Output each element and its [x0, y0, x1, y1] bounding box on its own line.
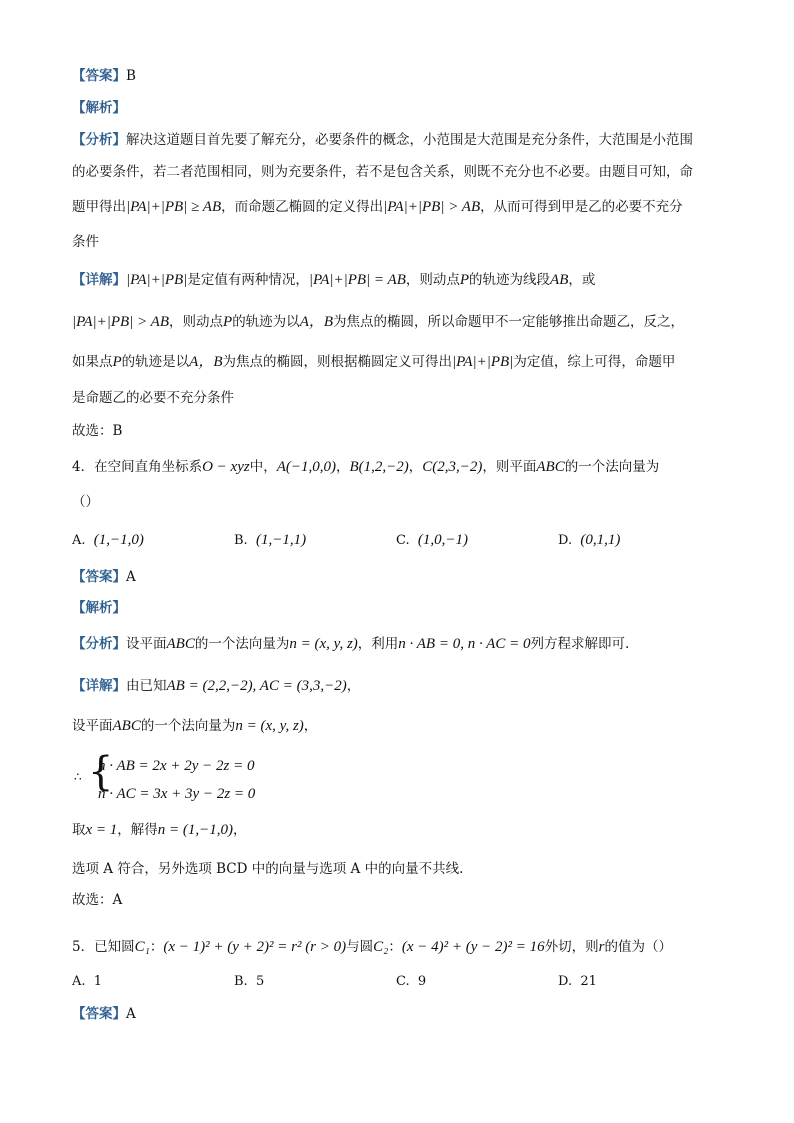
math: C₂: [373, 939, 389, 955]
text: 的必要条件，若二者范围相同，则为充要条件，若不是包含关系，则既不充分也不必要。由题目可知，命: [72, 164, 693, 180]
math: ABC: [536, 459, 565, 475]
math: |PA|+|PB| ≥ AB: [126, 199, 222, 215]
q3-fenxi-line-1: [72, 130, 693, 150]
text: 为焦点的椭圆，所以命题甲不一定能够推出命题乙，反之，: [333, 314, 685, 330]
text: 的一个法向量为: [564, 459, 660, 475]
option-value: 9: [417, 974, 427, 989]
text: ，: [233, 822, 247, 838]
math: |PA|+|PB| > AB: [383, 199, 481, 215]
text: 的轨迹为以: [232, 314, 300, 330]
option-value: (1,0,−1): [417, 532, 469, 548]
q4-answer-line: [72, 567, 136, 587]
q5-option-a[interactable]: [72, 972, 102, 992]
text: 选项 A 符合，另外选项 BCD 中的向量与选项 A 中的向量不共线.: [72, 861, 464, 877]
text: 是定值有两种情况，: [187, 272, 309, 288]
math: C₁: [134, 939, 150, 955]
text: 的轨迹是以: [121, 354, 190, 370]
q3-jiexi-line: [72, 98, 126, 118]
q3-fenxi-line-3: [72, 197, 683, 217]
q3-fenxi-line-4: [72, 232, 99, 252]
q3-xiangjie-line-1: [72, 270, 595, 290]
option-value: 21: [580, 974, 597, 989]
text: 的值为（）: [604, 939, 672, 955]
text: 中，: [249, 459, 277, 475]
q3-choose: [72, 421, 122, 441]
math: AB: [550, 272, 569, 288]
jiexi-tag: 【解析】: [72, 600, 126, 616]
math: n · AB = 0, n · AC = 0: [398, 636, 531, 652]
text: ：: [388, 939, 402, 955]
text: ，: [303, 718, 318, 734]
math: |PA|+|PB|: [452, 354, 514, 370]
text: 如果点: [72, 354, 113, 370]
math: A(−1,0,0): [276, 459, 336, 475]
answer-tag: 【答案】: [72, 1006, 126, 1022]
fenxi-tag: 【分析】: [72, 132, 126, 148]
text: 的一个法向量为: [194, 636, 290, 652]
text: 设平面: [126, 636, 167, 652]
option-label: D.: [558, 974, 573, 989]
q4-note-line: [72, 859, 463, 879]
jiexi-tag: 【解析】: [72, 100, 126, 116]
math: x = 1: [85, 822, 118, 838]
q4-xiangjie-line-1: [72, 676, 360, 696]
text: 条件: [72, 234, 99, 250]
text: ，从而可得到甲是乙的必要不充分: [480, 199, 683, 215]
text: 设平面: [72, 718, 113, 734]
equation-2: n · AC = 3x + 3y − 2z = 0: [98, 786, 256, 802]
answer-value: B: [126, 68, 136, 84]
fenxi-tag: 【分析】: [72, 636, 126, 652]
text: 题甲得出: [72, 199, 126, 215]
option-label: A.: [72, 974, 86, 989]
q5-option-d[interactable]: [558, 972, 597, 992]
math: (x − 4)² + (y − 2)² = 16: [401, 939, 545, 955]
option-value: 1: [93, 974, 103, 989]
math: P: [223, 314, 233, 330]
q4-option-b[interactable]: [234, 530, 306, 551]
text: 与圆: [346, 939, 374, 955]
q4-xiangjie-line-2: [72, 716, 317, 736]
text: ，则平面: [482, 459, 537, 475]
math: B(1,2,−2): [349, 459, 409, 475]
text: ，或: [568, 272, 596, 288]
q3-xiangjie-line-2: [72, 312, 684, 332]
option-value: (0,1,1): [580, 532, 621, 548]
xiangjie-tag: 【详解】: [72, 678, 126, 694]
text: 为定值，综上可得，命题甲: [513, 354, 676, 370]
option-label: B.: [234, 974, 248, 989]
option-label: D.: [558, 533, 573, 548]
math: P: [112, 354, 122, 370]
text: 的轨迹为线段: [469, 272, 551, 288]
q4-fenxi-line: [72, 634, 629, 654]
math: A，B: [299, 314, 334, 330]
option-value: (1,−1,0): [93, 532, 144, 548]
q3-xiangjie-line-3: [72, 352, 675, 372]
answer-value: A: [126, 1006, 136, 1022]
math: ABC: [112, 718, 141, 734]
text: ：: [149, 939, 164, 955]
q4-stem-line-2: [72, 492, 99, 512]
math: P: [459, 272, 470, 288]
q3-fenxi-line-2: [72, 162, 693, 182]
text: 5．已知圆: [72, 939, 135, 955]
text: ，: [408, 459, 423, 475]
option-label: A.: [72, 533, 86, 548]
q4-option-a[interactable]: [72, 530, 144, 551]
option-label: C.: [396, 974, 410, 989]
text: 的一个法向量为: [140, 718, 236, 734]
text: 取: [72, 822, 86, 838]
answer-tag: 【答案】: [72, 68, 126, 84]
text: ，利用: [357, 636, 399, 652]
text: 故选：A: [72, 892, 123, 908]
q3-xiangjie-line-4: [72, 388, 234, 408]
text: ，则动点: [405, 272, 460, 288]
q4-choose: [72, 890, 122, 910]
math: |PA|+|PB| > AB: [72, 314, 170, 330]
math: C(2,3,−2): [422, 459, 483, 475]
text: 列方程求解即可.: [530, 636, 630, 652]
equation-1: n · AB = 2x + 2y − 2z = 0: [98, 758, 255, 774]
math: A，B: [189, 354, 223, 370]
math: AB = (2,2,−2), AC = (3,3,−2): [166, 678, 347, 694]
q5-answer-line: [72, 1004, 136, 1024]
text: 是命题乙的必要不充分条件: [72, 390, 234, 406]
math: ABC: [166, 636, 195, 652]
q5-stem: [72, 937, 672, 957]
math: r: [598, 939, 605, 955]
q4-option-d[interactable]: [558, 530, 620, 551]
q3-answer-line: [72, 66, 136, 86]
answer-value: A: [126, 569, 136, 585]
text: 由已知: [126, 678, 167, 694]
math: (x − 1)² + (y + 2)² = r² (r > 0): [163, 939, 347, 955]
system-brace: {: [88, 749, 114, 795]
q4-option-c[interactable]: [396, 530, 468, 551]
q5-option-c[interactable]: [396, 972, 426, 992]
option-label: C.: [396, 533, 410, 548]
math: O − xyz: [202, 459, 250, 475]
math: |PA|+|PB|: [126, 272, 188, 288]
math: n = (1,−1,0): [157, 822, 234, 838]
text: 解决这道题目首先要了解充分，必要条件的概念，小范围是大范围是充分条件，大范围是小范围: [126, 132, 693, 148]
answer-tag: 【答案】: [72, 569, 126, 585]
text: ，: [335, 459, 350, 475]
math: n = (x, y, z): [235, 718, 304, 734]
text: 故选：B: [72, 423, 123, 439]
text: 为焦点的椭圆，则根据椭圆定义可得出: [222, 354, 452, 370]
option-value: 5: [255, 974, 265, 989]
q5-option-b[interactable]: [234, 972, 264, 992]
math: |PA|+|PB| = AB: [308, 272, 406, 288]
text: ，解得: [117, 822, 158, 838]
q4-jiexi-line: [72, 598, 126, 618]
text: 4．在空间直角坐标系: [72, 459, 203, 475]
q4-stem-line-1: [72, 457, 659, 477]
text: ，则动点: [169, 314, 224, 330]
math: n = (x, y, z): [289, 636, 358, 652]
text: 外切，则: [544, 939, 599, 955]
option-value: (1,−1,1): [255, 532, 307, 548]
option-label: B.: [234, 533, 248, 548]
text: （）: [72, 494, 99, 510]
q4-take-line: [72, 820, 247, 840]
text: ，: [346, 678, 361, 694]
xiangjie-tag: 【详解】: [72, 272, 126, 288]
therefore-symbol: ∴: [74, 770, 82, 784]
text: ，而命题乙椭圆的定义得出: [221, 199, 384, 215]
